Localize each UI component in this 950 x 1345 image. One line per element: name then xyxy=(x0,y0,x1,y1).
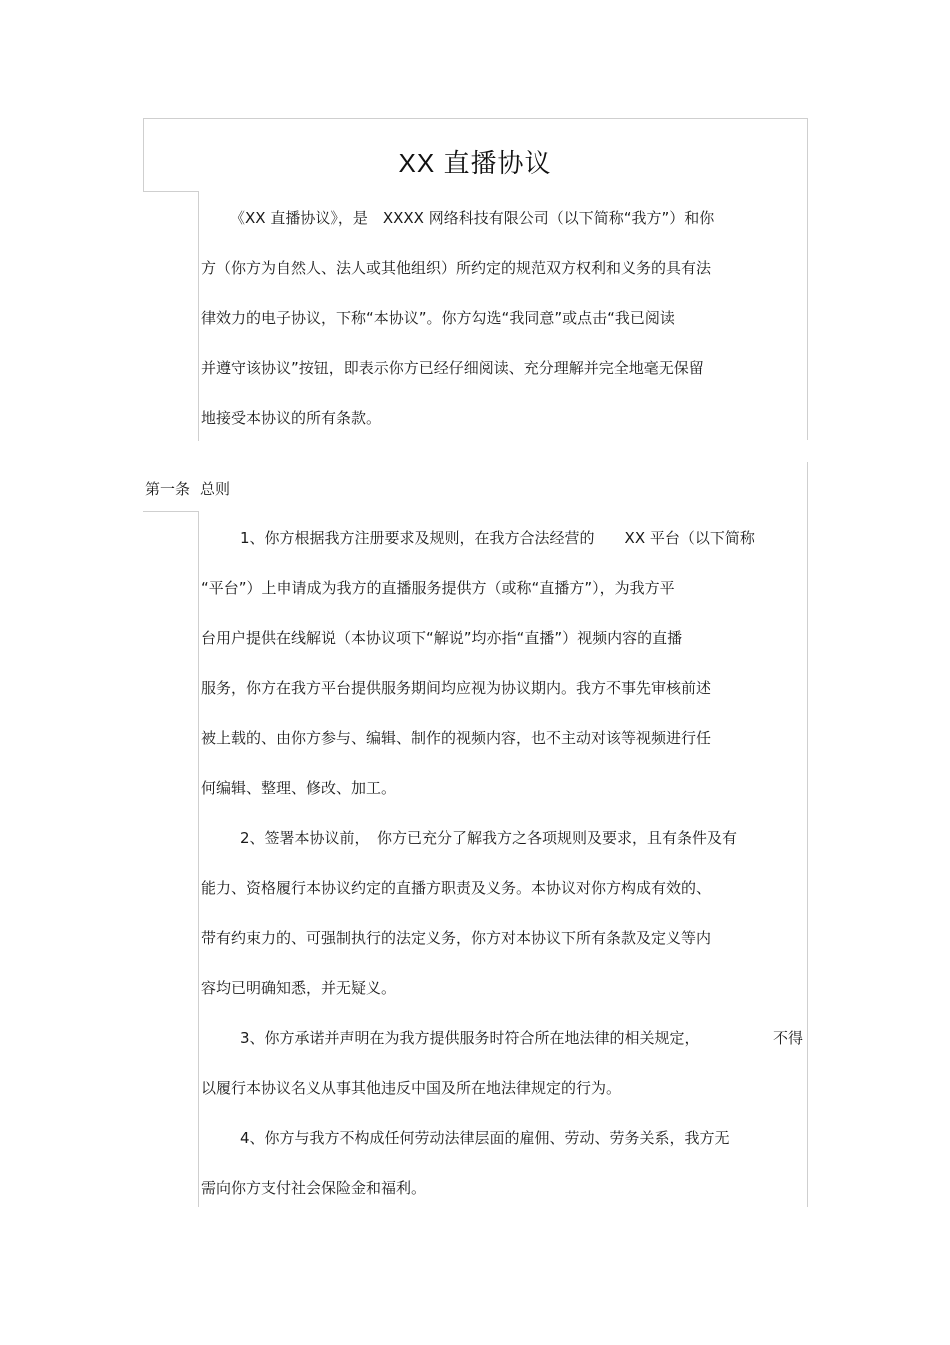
intro-line-2: 方（你方为自然人、法人或其他组织）所约定的规范双方权利和义务的具有法 xyxy=(201,259,712,277)
clause-1-line-6: 何编辑、整理、修改、加工。 xyxy=(201,779,397,797)
frame-inner-left-rule xyxy=(198,191,199,441)
document-title: XX 直播协议 xyxy=(398,148,552,178)
frame-right-rule-2 xyxy=(807,462,808,1207)
clause-1-line-3: 台用户提供在线解说（本协议项下“解说”均亦指“直播”）视频内容的直播 xyxy=(201,629,683,647)
clause-1-line-5: 被上载的、由你方参与、编辑、制作的视频内容，也不主动对该等视频进行任 xyxy=(201,729,712,747)
clause-2-line-1: 2、签署本协议前， 你方已充分了解我方之各项规则及要求，且有条件及有 xyxy=(240,829,738,847)
clause-2-line-3: 带有约束力的、可强制执行的法定义务，你方对本协议下所有条款及定义等内 xyxy=(201,929,712,947)
article-1-name: 总则 xyxy=(200,480,231,498)
clause-4-line-2: 需向你方支付社会保险金和福利。 xyxy=(201,1179,427,1197)
clause-1-line-1: 1、你方根据我方注册要求及规则，在我方合法经营的 XX 平台（以下简称 xyxy=(240,529,755,547)
frame-right-rule xyxy=(807,118,808,440)
intro-line-5: 地接受本协议的所有条款。 xyxy=(201,409,382,427)
intro-line-4: 并遵守该协议”按钮，即表示你方已经仔细阅读、充分理解并完全地毫无保留 xyxy=(201,359,704,377)
intro-line-3: 律效力的电子协议，下称“本协议”。你方勾选“我同意”或点击“我已阅读 xyxy=(201,309,675,327)
frame-body-left-rule xyxy=(198,511,199,1207)
clause-2-line-2: 能力、资格履行本协议约定的直播方职责及义务。本协议对你方构成有效的、 xyxy=(201,879,712,897)
clause-3-line-1-tail: 不得 xyxy=(773,1029,804,1047)
intro-line-1: 《XX 直播协议》，是 XXXX 网络科技有限公司（以下简称“我方”）和你 xyxy=(230,209,715,227)
frame-step-rule xyxy=(143,191,199,192)
article-1-number: 第一条 xyxy=(145,480,191,498)
clause-1-line-2: “平台”）上申请成为我方的直播服务提供方（或称“直播方”），为我方平 xyxy=(201,579,675,597)
clause-3-line-2: 以履行本协议名义从事其他违反中国及所在地法律规定的行为。 xyxy=(201,1079,622,1097)
clause-2-line-4: 容均已明确知悉，并无疑义。 xyxy=(201,979,397,997)
frame-heading-rule xyxy=(143,511,199,512)
clause-3-line-1: 3、你方承诺并声明在为我方提供服务时符合所在地法律的相关规定， xyxy=(240,1029,700,1047)
clause-1-line-4: 服务，你方在我方平台提供服务期间均应视为协议期内。我方不事先审核前述 xyxy=(201,679,712,697)
clause-4-line-1: 4、你方与我方不构成任何劳动法律层面的雇佣、劳动、劳务关系，我方无 xyxy=(240,1129,730,1147)
frame-top-rule xyxy=(143,118,808,119)
article-1-heading xyxy=(145,478,230,499)
